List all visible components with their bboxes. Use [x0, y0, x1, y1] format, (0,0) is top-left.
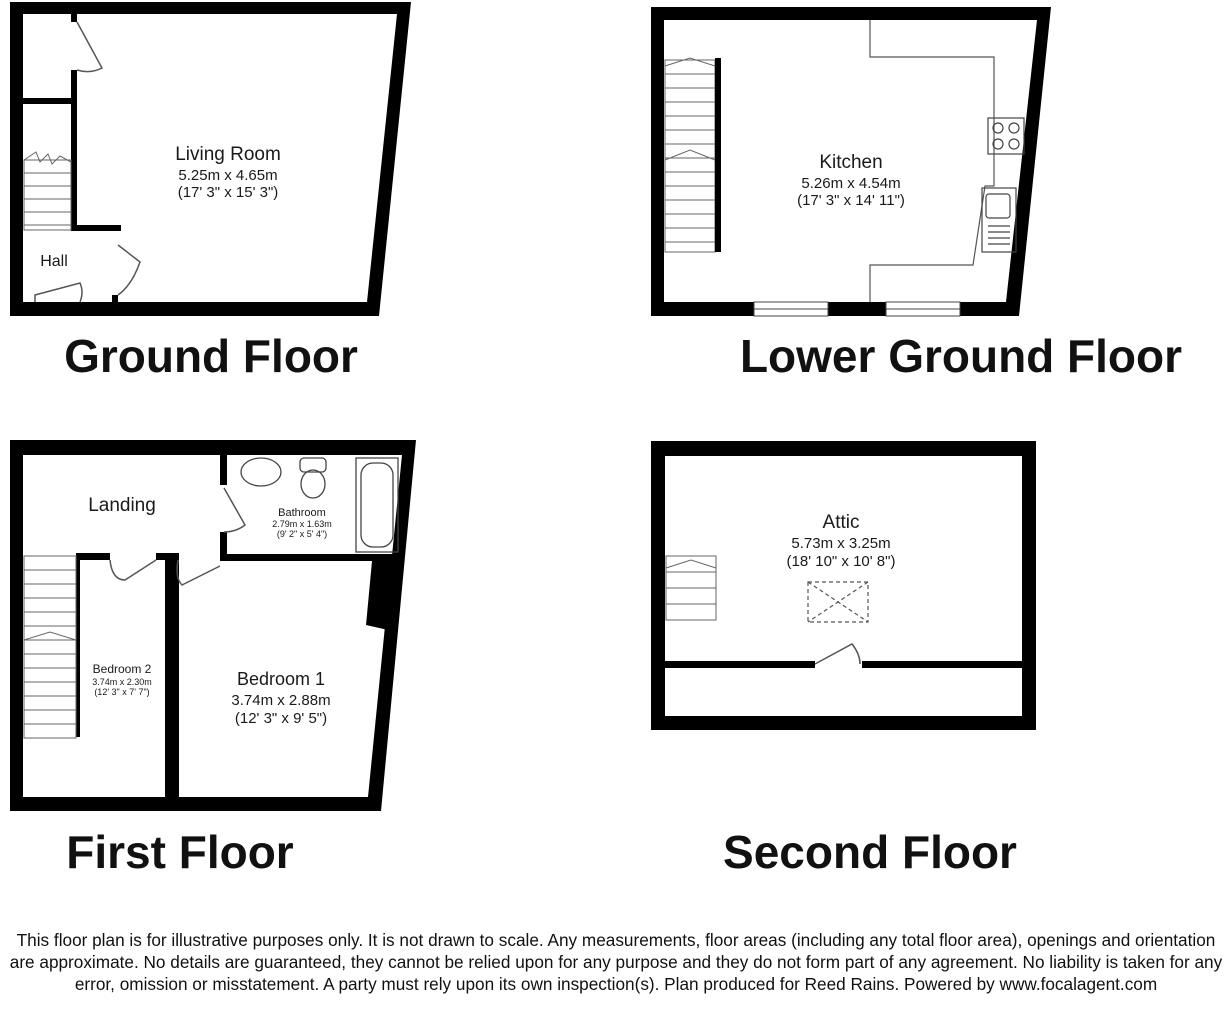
- second-floor-plan: [651, 441, 1036, 878]
- second-floor-title: Second Floor: [723, 826, 1017, 878]
- ground-hall-partition: [71, 70, 77, 230]
- first-floor-stairs: [24, 556, 76, 738]
- bedroom-2-metric: 3.74m x 2.30m: [92, 677, 152, 687]
- attic-eaves-wall: [665, 661, 815, 668]
- landing-wall: [76, 553, 110, 560]
- toilet-icon: [300, 458, 326, 498]
- bathroom-wall: [220, 554, 396, 561]
- ground-hall-partition: [71, 225, 121, 231]
- attic-metric: 5.73m x 3.25m: [791, 535, 891, 552]
- kitchen-name: Kitchen: [819, 152, 883, 173]
- second-floor-outer-wall: [651, 441, 1036, 730]
- ground-front-door: [35, 283, 82, 302]
- kitchen-metric: 5.26m x 4.54m: [801, 175, 901, 192]
- bedroom-2-imperial: (12' 3" x 7' 7"): [94, 687, 150, 697]
- ground-floor-title: Ground Floor: [64, 330, 358, 382]
- basin-icon: [241, 458, 281, 486]
- bathroom-door: [224, 488, 245, 532]
- kitchen-imperial: (17' 3" x 14' 11"): [797, 192, 905, 209]
- bathroom-metric: 2.79m x 1.63m: [272, 519, 332, 529]
- lower-ground-stairs: [665, 58, 715, 252]
- lower-ground-stair-wall: [715, 58, 721, 252]
- lower-ground-window: [754, 302, 828, 316]
- bedroom-1-imperial: (12' 3" x 9' 5"): [234, 710, 328, 727]
- ground-cupboard-wall: [23, 98, 76, 104]
- kitchen-worktop: [870, 20, 994, 302]
- bedroom-1-wall: [172, 553, 179, 797]
- living-room-name: Living Room: [175, 144, 281, 165]
- hall-name: Hall: [40, 253, 68, 270]
- lower-ground-floor-plan: [651, 7, 1182, 382]
- bedroom-1-name: Bedroom 1: [236, 669, 326, 689]
- attic-eaves-wall: [862, 661, 1022, 668]
- bedroom-2-name: Bedroom 2: [92, 662, 152, 676]
- attic-door: [815, 644, 860, 664]
- living-room-metric: 5.25m x 4.65m: [178, 167, 278, 184]
- second-floor-stairs: [666, 556, 716, 620]
- living-room-imperial: (17' 3" x 15' 3"): [177, 184, 279, 201]
- ground-hall-partition: [71, 14, 77, 22]
- first-floor-title: First Floor: [66, 826, 294, 878]
- bedroom-2-door: [110, 560, 156, 580]
- bathroom-name: Bathroom: [278, 507, 326, 519]
- kitchen-sink: [982, 188, 1016, 252]
- ground-cupboard-door: [77, 22, 102, 72]
- landing-name: Landing: [88, 495, 156, 516]
- loft-hatch-icon: [808, 582, 868, 622]
- bathtub-icon: [356, 458, 398, 552]
- lower-ground-window: [886, 302, 960, 316]
- first-floor-plan: [10, 440, 416, 878]
- bedroom-1-metric: 3.74m x 2.88m: [231, 692, 331, 709]
- ground-hall-partition: [112, 295, 118, 303]
- attic-name: Attic: [822, 512, 860, 533]
- attic-imperial: (18' 10" x 10' 8"): [786, 553, 896, 570]
- bedroom-1-door: [177, 560, 220, 585]
- bedroom-2-wall: [165, 553, 172, 797]
- ground-floor-plan: [10, 2, 411, 382]
- ground-living-door: [118, 245, 140, 295]
- disclaimer-text: This floor plan is for illustrative purposes only. It is not drawn to scale. Any measurements, floor areas (including any total floor area), openings and orientation are approximate. No details are guaranteed, they cannot be relied upon for any purpose and they do not form part of any agreement. No liability is taken for any error, omission or misstatement. A party must rely upon its own inspection(s). Plan produced for Reed Rains. Powered by www.focalagent.com: [9, 930, 1223, 994]
- bathroom-wall: [220, 455, 227, 485]
- bathroom-imperial: (9' 2" x 5' 4"): [276, 529, 328, 539]
- ground-stairs: [24, 152, 71, 230]
- bedroom-2-stair-wall: [76, 553, 80, 737]
- lower-ground-floor-title: Lower Ground Floor: [739, 330, 1183, 382]
